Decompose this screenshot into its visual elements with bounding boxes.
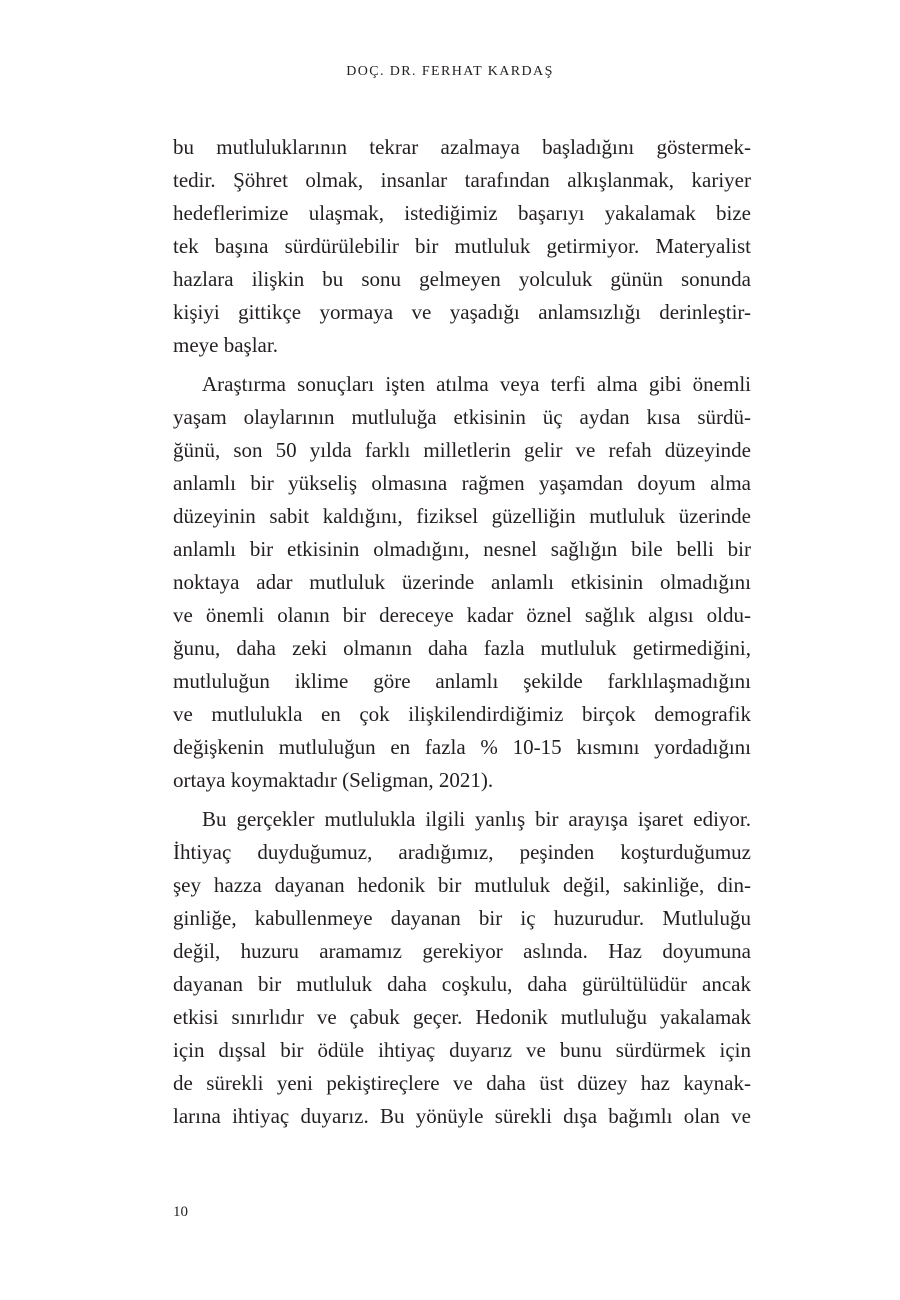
- text-line: ve mutlulukla en çok ilişkilendirdiğimiz birçok demografik: [173, 702, 751, 726]
- text-line: anlamlı bir etkisinin olmadığını, nesnel sağlığın bile belli bir: [173, 537, 751, 561]
- text-line: Bu gerçekler mutlulukla ilgili yanlış bir arayışa işaret ediyor.: [202, 807, 751, 831]
- text-line: etkisi sınırlıdır ve çabuk geçer. Hedonik mutluluğu yakalamak: [173, 1005, 751, 1029]
- text-line: kişiyi gittikçe yormaya ve yaşadığı anlamsızlığı derinleştir-: [173, 300, 751, 324]
- text-line: ğunu, daha zeki olmanın daha fazla mutluluk getirmediğini,: [173, 636, 751, 660]
- text-line: larına ihtiyaç duyarız. Bu yönüyle sürekli dışa bağımlı olan ve: [173, 1104, 751, 1128]
- text-line: yaşam olaylarının mutluluğa etkisinin üç aydan kısa sürdü-: [173, 405, 751, 429]
- text-line: ve önemli olanın bir dereceye kadar öznel sağlık algısı oldu-: [173, 603, 751, 627]
- text-line: değil, huzuru aramamız gerekiyor aslında. Haz doyumuna: [173, 939, 751, 963]
- text-line: İhtiyaç duyduğumuz, aradığımız, peşinden koşturduğumuz: [173, 840, 751, 864]
- text-line: tedir. Şöhret olmak, insanlar tarafından alkışlanmak, kariyer: [173, 168, 751, 192]
- text-line: için dışsal bir ödüle ihtiyaç duyarız ve bunu sürdürmek için: [173, 1038, 751, 1062]
- text-line: de sürekli yeni pekiştireçlere ve daha üst düzey haz kaynak-: [173, 1071, 751, 1095]
- text-line: mutluluğun iklime göre anlamlı şekilde farklılaşmadığını: [173, 669, 751, 693]
- text-line: Araştırma sonuçları işten atılma veya terfi alma gibi önemli: [202, 372, 751, 396]
- text-line: hazlara ilişkin bu sonu gelmeyen yolculuk günün sonunda: [173, 267, 751, 291]
- text-line: meye başlar.: [173, 333, 278, 357]
- paragraph-2: [173, 368, 751, 797]
- paragraph-3: [173, 803, 751, 1133]
- text-line: değişkenin mutluluğun en fazla % 10-15 kısmını yordadığını: [173, 735, 751, 759]
- page-number: 10: [173, 1204, 188, 1220]
- text-line: noktaya adar mutluluk üzerinde anlamlı etkisinin olmadığını: [173, 570, 751, 594]
- text-line: anlamlı bir yükseliş olmasına rağmen yaşamdan doyum alma: [173, 471, 751, 495]
- text-line: tek başına sürdürülebilir bir mutluluk getirmiyor. Materyalist: [173, 234, 751, 258]
- text-line: bu mutluluklarının tekrar azalmaya başladığını göstermek-: [173, 135, 751, 159]
- text-line: hedeflerimize ulaşmak, istediğimiz başarıyı yakalamak bize: [173, 201, 751, 225]
- text-line: ginliğe, kabullenmeye dayanan bir iç huzurudur. Mutluluğu: [173, 906, 751, 930]
- text-line: şey hazza dayanan hedonik bir mutluluk değil, sakinliğe, din-: [173, 873, 751, 897]
- text-line: ğünü, son 50 yılda farklı milletlerin gelir ve refah düzeyinde: [173, 438, 751, 462]
- text-line: ortaya koymaktadır (Seligman, 2021).: [173, 768, 494, 792]
- paragraph-1: [173, 131, 751, 362]
- text-line: düzeyinin sabit kaldığını, fiziksel güzelliğin mutluluk üzerinde: [173, 504, 751, 528]
- body-text: [173, 131, 751, 1133]
- text-line: dayanan bir mutluluk daha coşkulu, daha gürültülüdür ancak: [173, 972, 751, 996]
- running-header: DOÇ. DR. FERHAT KARDAŞ: [346, 64, 554, 79]
